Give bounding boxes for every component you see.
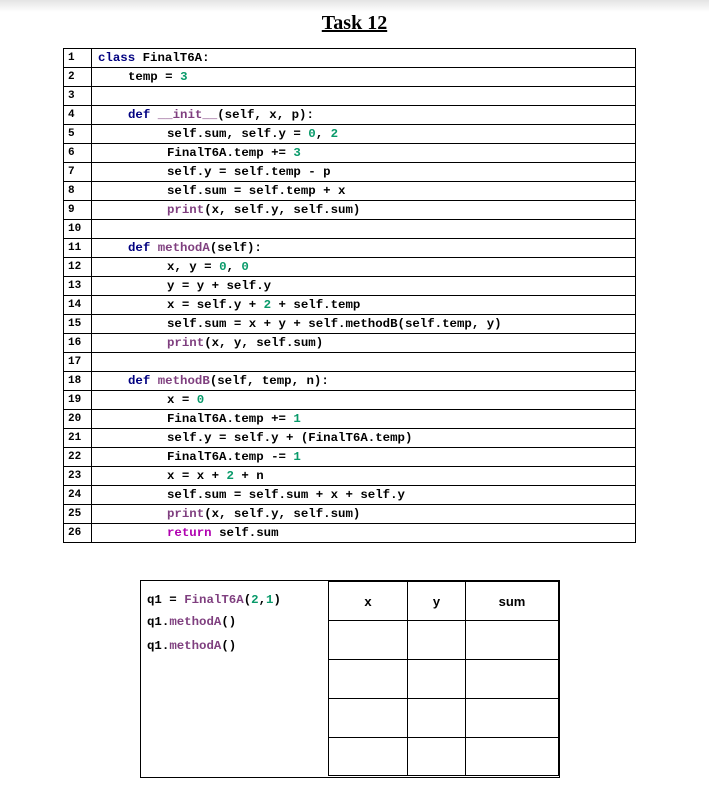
code-line <box>64 486 636 505</box>
line-number: 11 <box>64 239 92 258</box>
code-text: temp = 3 <box>92 68 636 87</box>
cell-x <box>329 660 408 699</box>
line-number: 2 <box>64 68 92 87</box>
trace-row <box>329 699 559 738</box>
code-text: print(x, y, self.sum) <box>92 334 636 353</box>
cell-x <box>329 699 408 738</box>
line-number: 7 <box>64 163 92 182</box>
trace-call-2: q1.methodA() <box>147 639 237 653</box>
code-text: self.sum = x + y + self.methodB(self.temp, y) <box>92 315 636 334</box>
code-line <box>64 372 636 391</box>
line-number: 14 <box>64 296 92 315</box>
line-number: 12 <box>64 258 92 277</box>
code-line <box>64 277 636 296</box>
line-number: 10 <box>64 220 92 239</box>
line-number: 6 <box>64 144 92 163</box>
code-text: x = 0 <box>92 391 636 410</box>
call-args: (2,1) <box>243 593 281 607</box>
code-line <box>64 429 636 448</box>
code-line <box>64 524 636 543</box>
cell-y <box>408 699 466 738</box>
code-text: FinalT6A.temp += 1 <box>92 410 636 429</box>
code-text: print(x, self.y, self.sum) <box>92 505 636 524</box>
page-title: Task 12 <box>321 12 388 34</box>
code-table <box>63 48 636 543</box>
code-line <box>64 410 636 429</box>
code-line <box>64 239 636 258</box>
code-text: return self.sum <box>92 524 636 543</box>
code-text: self.y = self.temp - p <box>92 163 636 182</box>
line-number: 5 <box>64 125 92 144</box>
line-number: 13 <box>64 277 92 296</box>
code-line <box>64 334 636 353</box>
header-sum: sum <box>466 582 559 621</box>
code-text: x = x + 2 + n <box>92 467 636 486</box>
line-number: 4 <box>64 106 92 125</box>
code-line <box>64 220 636 239</box>
line-number: 19 <box>64 391 92 410</box>
code-line <box>64 391 636 410</box>
line-number: 25 <box>64 505 92 524</box>
top-bar <box>0 0 709 12</box>
code-text <box>92 87 636 106</box>
trace-calls <box>141 581 329 776</box>
code-line <box>64 144 636 163</box>
header-y: y <box>408 582 466 621</box>
code-text: x = self.y + 2 + self.temp <box>92 296 636 315</box>
trace-call-0 <box>147 593 281 607</box>
code-line <box>64 353 636 372</box>
line-number: 17 <box>64 353 92 372</box>
code-text: FinalT6A.temp -= 1 <box>92 448 636 467</box>
line-number: 18 <box>64 372 92 391</box>
line-number: 23 <box>64 467 92 486</box>
line-number: 16 <box>64 334 92 353</box>
line-number: 9 <box>64 201 92 220</box>
trace-header-row <box>329 582 559 621</box>
cell-sum <box>466 660 559 699</box>
code-text: class FinalT6A: <box>92 49 636 68</box>
trace-call-1: q1.methodA() <box>147 615 237 629</box>
trace-table <box>140 580 560 778</box>
code-line <box>64 315 636 334</box>
cell-y <box>408 738 466 776</box>
line-number: 22 <box>64 448 92 467</box>
code-line <box>64 296 636 315</box>
code-line <box>64 125 636 144</box>
code-text: FinalT6A.temp += 3 <box>92 144 636 163</box>
line-number: 20 <box>64 410 92 429</box>
call-var: q1 = <box>147 593 185 607</box>
class-name: FinalT6A: <box>142 51 210 65</box>
trace-grid <box>328 581 559 776</box>
code-line <box>64 68 636 87</box>
cell-sum <box>466 621 559 660</box>
cell-sum <box>466 738 559 776</box>
trace-row <box>329 660 559 699</box>
code-line <box>64 49 636 68</box>
code-text: self.sum, self.y = 0, 2 <box>92 125 636 144</box>
trace-row <box>329 621 559 660</box>
line-number: 8 <box>64 182 92 201</box>
code-text: self.sum = self.sum + x + self.y <box>92 486 636 505</box>
code-text: y = y + self.y <box>92 277 636 296</box>
code-text: self.sum = self.temp + x <box>92 182 636 201</box>
code-line <box>64 106 636 125</box>
code-line <box>64 505 636 524</box>
line-number: 15 <box>64 315 92 334</box>
line-number: 1 <box>64 49 92 68</box>
code-text: def methodB(self, temp, n): <box>92 372 636 391</box>
trace-row <box>329 738 559 776</box>
code-line <box>64 201 636 220</box>
cell-x <box>329 621 408 660</box>
line-number: 24 <box>64 486 92 505</box>
header-x: x <box>329 582 408 621</box>
code-line <box>64 467 636 486</box>
line-number: 26 <box>64 524 92 543</box>
code-line <box>64 448 636 467</box>
code-text: print(x, self.y, self.sum) <box>92 201 636 220</box>
code-line <box>64 182 636 201</box>
code-text: x, y = 0, 0 <box>92 258 636 277</box>
line-number: 3 <box>64 87 92 106</box>
cell-y <box>408 621 466 660</box>
line-number: 21 <box>64 429 92 448</box>
code-text <box>92 220 636 239</box>
code-line <box>64 163 636 182</box>
code-line <box>64 258 636 277</box>
code-text <box>92 353 636 372</box>
code-text: def __init__(self, x, p): <box>92 106 636 125</box>
cell-sum <box>466 699 559 738</box>
call-expr: FinalT6A <box>184 593 244 607</box>
code-line <box>64 87 636 106</box>
code-text: self.y = self.y + (FinalT6A.temp) <box>92 429 636 448</box>
code-text: def methodA(self): <box>92 239 636 258</box>
cell-x <box>329 738 408 776</box>
cell-y <box>408 660 466 699</box>
